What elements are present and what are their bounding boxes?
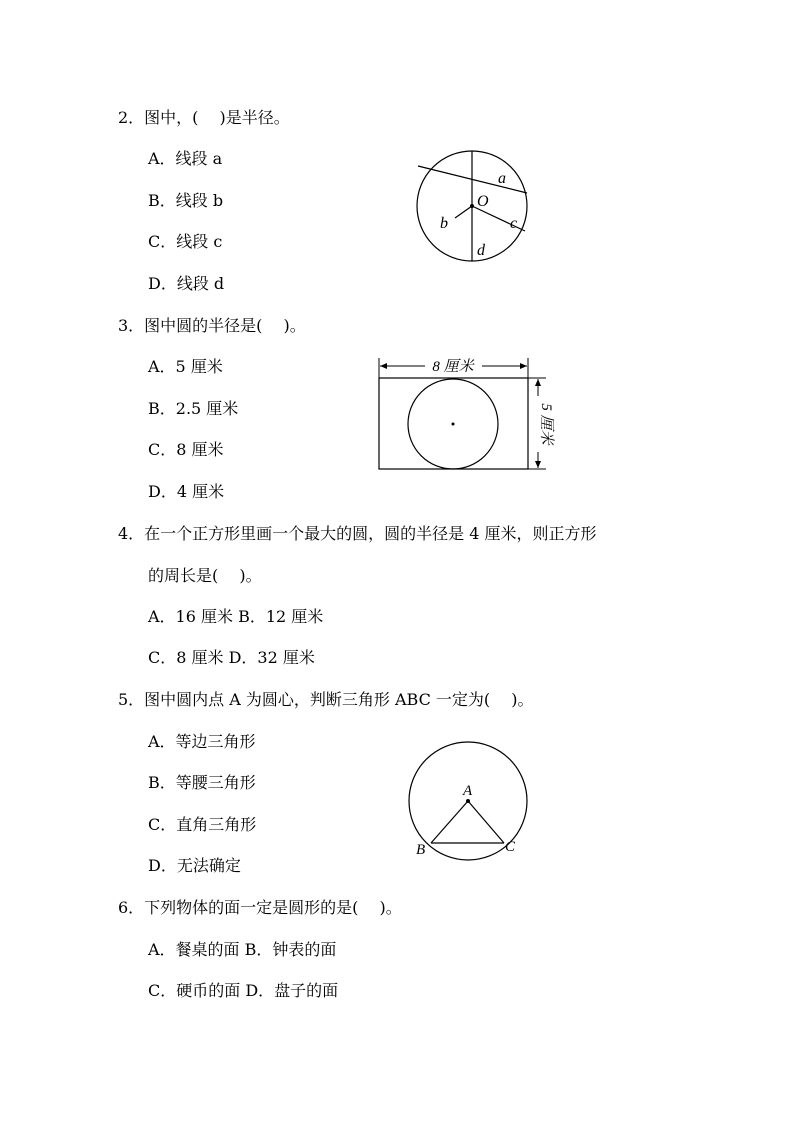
label-b: B: [416, 842, 426, 858]
question-5-triangle-figure: [400, 737, 540, 862]
question-3-rectangle-figure: [370, 352, 560, 477]
side-ac: [468, 801, 504, 843]
question-2-option-b: B．线段 b: [148, 191, 224, 210]
label-d: d: [477, 242, 485, 259]
question-3-option-c: C．8 厘米: [148, 440, 224, 459]
circle-center-point: [452, 423, 455, 426]
label-a: a: [498, 170, 506, 187]
center-point: [470, 204, 474, 208]
question-3-option-d: D．4 厘米: [148, 482, 225, 501]
question-3-stem: 3．图中圆的半径是( )。: [118, 316, 306, 335]
label-a: A: [463, 783, 473, 799]
question-2-circle-figure: [410, 145, 540, 270]
question-6-stem: 6．下列物体的面一定是圆形的是( )。: [118, 898, 402, 917]
segment-b: [455, 206, 472, 218]
question-4-stem-line-2: 的周长是( )。: [148, 566, 262, 585]
width-label: 8 厘米: [432, 359, 474, 375]
question-5-option-b: B．等腰三角形: [148, 773, 256, 792]
question-5-option-a: A．等边三角形: [148, 732, 256, 751]
question-4-stem-line-1: 4．在一个正方形里画一个最大的圆，圆的半径是 4 厘米，则正方形: [118, 524, 597, 543]
question-2-option-c: C．线段 c: [148, 232, 223, 251]
side-ab: [431, 801, 468, 843]
height-label: 5 厘米: [538, 403, 554, 445]
label-o: O: [477, 193, 489, 210]
question-2-option-d: D．线段 d: [148, 274, 225, 293]
height-arrow-bottom: [535, 461, 541, 468]
width-arrow-right: [520, 363, 527, 369]
question-4-options-row-1: A．16 厘米 B．12 厘米: [148, 607, 324, 626]
label-c: c: [510, 215, 518, 232]
question-3-option-b: B．2.5 厘米: [148, 399, 239, 418]
width-arrow-left: [380, 363, 387, 369]
question-5-stem: 5．图中圆内点 A 为圆心，判断三角形 ABC 一定为( )。: [118, 690, 534, 709]
question-6-options-row-2: C．硬币的面 D．盘子的面: [148, 981, 339, 1000]
question-4-options-row-2: C．8 厘米 D．32 厘米: [148, 648, 315, 667]
label-b: b: [440, 215, 448, 232]
question-5-option-c: C．直角三角形: [148, 815, 257, 834]
question-2-option-a: A．线段 a: [148, 149, 223, 168]
question-3-option-a: A．5 厘米: [148, 357, 223, 376]
label-c: C: [505, 839, 516, 855]
question-2-stem: 2．图中，( )是半径。: [118, 108, 290, 127]
height-arrow-top: [535, 379, 541, 386]
question-6-options-row-1: A．餐桌的面 B．钟表的面: [148, 940, 337, 959]
question-5-option-d: D．无法确定: [148, 856, 241, 875]
center-point-a: [466, 799, 470, 803]
